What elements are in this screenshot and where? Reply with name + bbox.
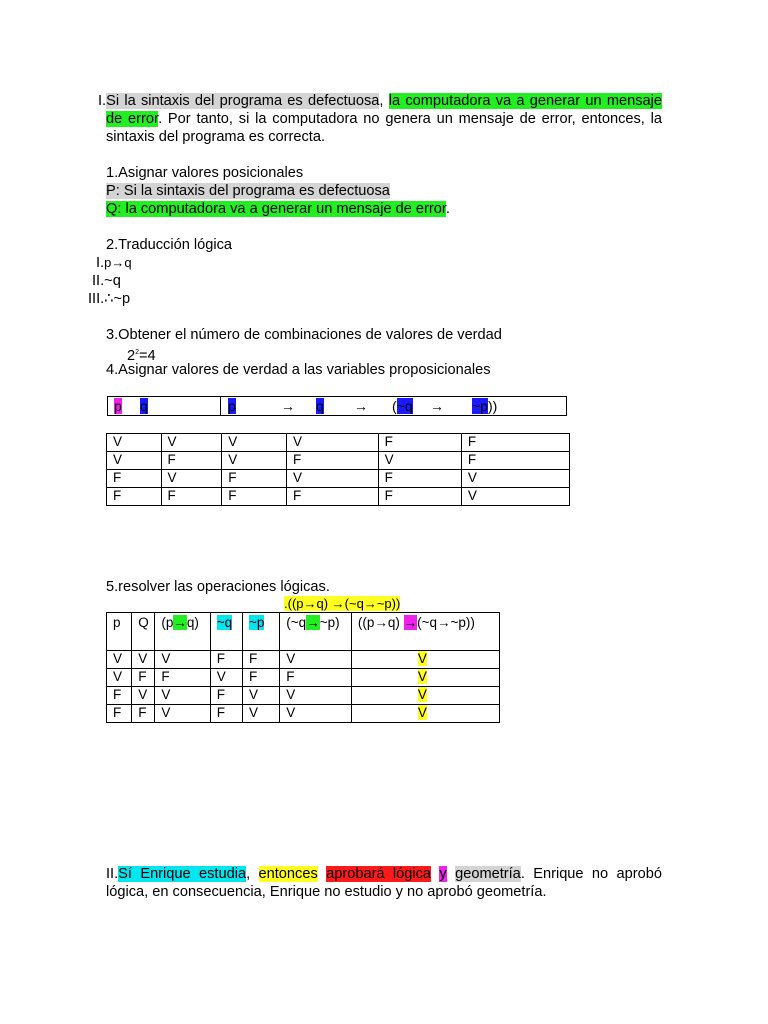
step1-p-line: P: Si la sintaxis del programa es defectuosa	[106, 183, 390, 199]
var-p-cell: p	[114, 398, 122, 414]
premise-3: III.∴~p	[88, 291, 131, 307]
premise-2: II.~q	[92, 273, 121, 289]
step2-heading: 2.Traducción lógica	[106, 237, 233, 253]
step4-truth-table	[106, 433, 570, 506]
problem1-line2: de error. Por tanto, si la computadora no genera un mensaje de error, entonces, la	[106, 111, 663, 127]
table-row: F V F V F V	[107, 470, 570, 488]
problem1-line1: I.Si la sintaxis del programa es defectuosa, la computadora va a generar un mensaje	[98, 93, 663, 109]
table-row: V V V F F V V	[107, 651, 500, 669]
problem2-line2: lógica, en consecuencia, Enrique no estudio y no aprobó geometría.	[106, 884, 547, 900]
step3-heading: 3.Obtener el número de combinaciones de valores de verdad	[106, 327, 502, 343]
table-row: V F F V F F V	[107, 669, 500, 687]
problem1-line3: sintaxis del programa es correcta.	[106, 129, 325, 145]
problem1-premise-q: la computadora va a generar un mensaje	[388, 93, 663, 109]
problem1-premise-p: Si la sintaxis del programa es defectuosa	[106, 93, 380, 109]
table-row: F V V F V V V	[107, 687, 500, 705]
step4-header-row: p q p → q → (~q → ~p))	[107, 396, 567, 416]
step1-q-line: Q: la computadora va a generar un mensaje de error.	[106, 201, 450, 217]
table-row: F F V F V V V	[107, 705, 500, 723]
var-q-cell: q	[140, 398, 148, 414]
step4-heading: 4.Asignar valores de verdad a las variables proposicionales	[106, 362, 491, 378]
step5-heading: 5.resolver las operaciones lógicas.	[106, 579, 330, 595]
table-row: V V V V F F	[107, 434, 570, 452]
problem1-numeral: I.	[98, 93, 107, 109]
step5-formula: .((p→q) →(~q→~p))	[284, 596, 401, 611]
premise-1: I.p→q	[96, 255, 132, 271]
step1-heading: 1.Asignar valores posicionales	[106, 165, 304, 181]
step5-truth-table	[106, 612, 500, 723]
problem2-numeral: II.	[106, 866, 119, 882]
table-row: F F F F F V	[107, 488, 570, 506]
step3-result: $2^2=4$	[127, 347, 156, 364]
table-row: V F V F V F	[107, 452, 570, 470]
problem2-line1: II.Sí Enrique estudia, entonces aprobará lógica y geometría. Enrique no aprobó	[106, 866, 662, 882]
table-header-row: p Q (p→q) ~q ~p (~q→~p) ((p→q) →(~q→~p))	[107, 613, 500, 651]
